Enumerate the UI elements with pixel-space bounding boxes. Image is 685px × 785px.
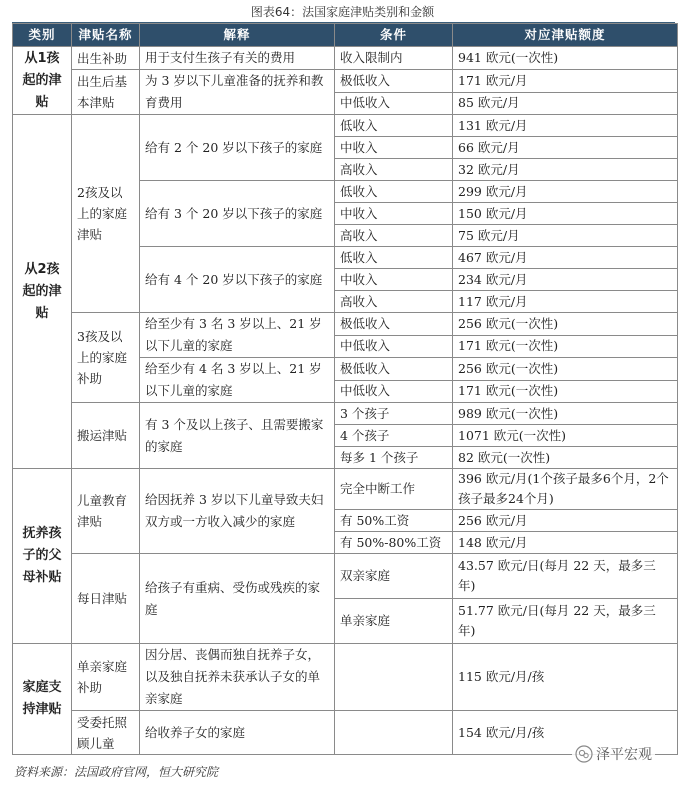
header-explanation: 解释 bbox=[140, 24, 335, 47]
category-cell: 抚养孩子的父母补贴 bbox=[13, 469, 72, 644]
explanation-cell: 为 3 岁以下儿童准备的抚养和教育费用 bbox=[140, 70, 335, 115]
explanation-cell: 给收养子女的家庭 bbox=[140, 711, 335, 755]
amount-cell: 51.77 欧元/日(每月 22 天，最多三年) bbox=[453, 599, 678, 644]
amount-cell: 154 欧元/月/孩 bbox=[453, 711, 678, 755]
amount-cell: 234 欧元/月 bbox=[453, 269, 678, 291]
explanation-cell: 因分居、丧偶而独自抚养子女，以及独自抚养未获承认子女的单亲家庭 bbox=[140, 644, 335, 711]
explanation-cell: 给有 3 个 20 岁以下孩子的家庭 bbox=[140, 181, 335, 247]
amount-cell: 66 欧元/月 bbox=[453, 137, 678, 159]
condition-cell: 4 个孩子 bbox=[335, 425, 453, 447]
condition-cell bbox=[335, 711, 453, 755]
condition-cell: 每多 1 个孩子 bbox=[335, 447, 453, 469]
header-condition: 条件 bbox=[335, 24, 453, 47]
explanation-cell: 有 3 个及以上孩子、且需要搬家的家庭 bbox=[140, 403, 335, 469]
header-row bbox=[13, 24, 678, 47]
allowance-name: 3孩及以上的家庭补助 bbox=[72, 313, 140, 403]
amount-cell: 396 欧元/月(1个孩子最多6个月，2个孩子最多24个月) bbox=[453, 469, 678, 510]
allowance-name: 出生补助 bbox=[72, 47, 140, 70]
amount-cell: 75 欧元/月 bbox=[453, 225, 678, 247]
header-amount: 对应津贴额度 bbox=[453, 24, 678, 47]
condition-cell: 中收入 bbox=[335, 137, 453, 159]
amount-cell: 117 欧元/月 bbox=[453, 291, 678, 313]
amount-cell: 131 欧元/月 bbox=[453, 115, 678, 137]
category-cell: 从1孩起的津贴 bbox=[13, 47, 72, 115]
condition-cell: 高收入 bbox=[335, 159, 453, 181]
condition-cell: 中收入 bbox=[335, 203, 453, 225]
condition-cell: 3 个孩子 bbox=[335, 403, 453, 425]
amount-cell: 43.57 欧元/日(每月 22 天，最多三年) bbox=[453, 554, 678, 599]
wechat-icon bbox=[575, 745, 593, 763]
amount-cell: 989 欧元(一次性) bbox=[453, 403, 678, 425]
header-category: 类别 bbox=[13, 24, 72, 47]
amount-cell: 256 欧元(一次性) bbox=[453, 313, 678, 336]
condition-cell bbox=[335, 644, 453, 711]
amount-cell: 115 欧元/月/孩 bbox=[453, 644, 678, 711]
table-row bbox=[13, 403, 678, 425]
amount-cell: 148 欧元/月 bbox=[453, 532, 678, 554]
category-cell: 从2孩起的津贴 bbox=[13, 115, 72, 469]
condition-cell: 低收入 bbox=[335, 247, 453, 269]
table-row bbox=[13, 644, 678, 711]
table-row bbox=[13, 469, 678, 510]
condition-cell: 中低收入 bbox=[335, 380, 453, 403]
allowance-name: 受委托照顾儿童 bbox=[72, 711, 140, 755]
explanation-cell: 给有 2 个 20 岁以下孩子的家庭 bbox=[140, 115, 335, 181]
condition-cell: 极低收入 bbox=[335, 358, 453, 381]
watermark bbox=[572, 744, 655, 764]
condition-cell: 极低收入 bbox=[335, 70, 453, 93]
amount-cell: 467 欧元/月 bbox=[453, 247, 678, 269]
table-row bbox=[13, 115, 678, 137]
condition-cell: 有 50%工资 bbox=[335, 510, 453, 532]
amount-cell: 82 欧元(一次性) bbox=[453, 447, 678, 469]
allowance-name: 2孩及以上的家庭津贴 bbox=[72, 115, 140, 313]
condition-cell: 收入限制内 bbox=[335, 47, 453, 70]
condition-cell: 中低收入 bbox=[335, 335, 453, 358]
condition-cell: 高收入 bbox=[335, 225, 453, 247]
amount-cell: 171 欧元(一次性) bbox=[453, 380, 678, 403]
allowance-name: 儿童教育津贴 bbox=[72, 469, 140, 554]
allowance-name: 每日津贴 bbox=[72, 554, 140, 644]
watermark-text: 泽平宏观 bbox=[596, 747, 652, 763]
amount-cell: 150 欧元/月 bbox=[453, 203, 678, 225]
table-row bbox=[13, 47, 678, 70]
amount-cell: 256 欧元(一次性) bbox=[453, 358, 678, 381]
amount-cell: 171 欧元/月 bbox=[453, 70, 678, 93]
source-note: 资料来源：法国政府官网，恒大研究院 bbox=[14, 765, 219, 779]
explanation-cell: 给孩子有重病、受伤或残疾的家庭 bbox=[140, 554, 335, 644]
condition-cell: 单亲家庭 bbox=[335, 599, 453, 644]
amount-cell: 299 欧元/月 bbox=[453, 181, 678, 203]
explanation-cell: 给至少有 4 名 3 岁以上、21 岁以下儿童的家庭 bbox=[140, 358, 335, 403]
explanation-cell: 给至少有 3 名 3 岁以上、21 岁以下儿童的家庭 bbox=[140, 313, 335, 358]
amount-cell: 256 欧元/月 bbox=[453, 510, 678, 532]
table-row bbox=[13, 554, 678, 599]
explanation-cell: 给有 4 个 20 岁以下孩子的家庭 bbox=[140, 247, 335, 313]
condition-cell: 低收入 bbox=[335, 115, 453, 137]
explanation-cell: 用于支付生孩子有关的费用 bbox=[140, 47, 335, 70]
header-name: 津贴名称 bbox=[72, 24, 140, 47]
allowance-table bbox=[12, 23, 678, 755]
allowance-name: 单亲家庭补助 bbox=[72, 644, 140, 711]
condition-cell: 低收入 bbox=[335, 181, 453, 203]
allowance-name: 出生后基本津贴 bbox=[72, 70, 140, 115]
amount-cell: 85 欧元/月 bbox=[453, 92, 678, 115]
condition-cell: 中低收入 bbox=[335, 92, 453, 115]
table-row bbox=[13, 70, 678, 93]
amount-cell: 941 欧元(一次性) bbox=[453, 47, 678, 70]
table-row bbox=[13, 313, 678, 336]
condition-cell: 有 50%-80%工资 bbox=[335, 532, 453, 554]
amount-cell: 1071 欧元(一次性) bbox=[453, 425, 678, 447]
figure-title: 图表64：法国家庭津贴类别和金额 bbox=[250, 5, 435, 19]
condition-cell: 完全中断工作 bbox=[335, 469, 453, 510]
condition-cell: 中收入 bbox=[335, 269, 453, 291]
category-cell: 家庭支持津贴 bbox=[13, 644, 72, 755]
amount-cell: 32 欧元/月 bbox=[453, 159, 678, 181]
condition-cell: 极低收入 bbox=[335, 313, 453, 336]
allowance-name: 搬运津贴 bbox=[72, 403, 140, 469]
condition-cell: 双亲家庭 bbox=[335, 554, 453, 599]
amount-cell: 171 欧元(一次性) bbox=[453, 335, 678, 358]
explanation-cell: 给因抚养 3 岁以下儿童导致夫妇双方或一方收入减少的家庭 bbox=[140, 469, 335, 554]
condition-cell: 高收入 bbox=[335, 291, 453, 313]
